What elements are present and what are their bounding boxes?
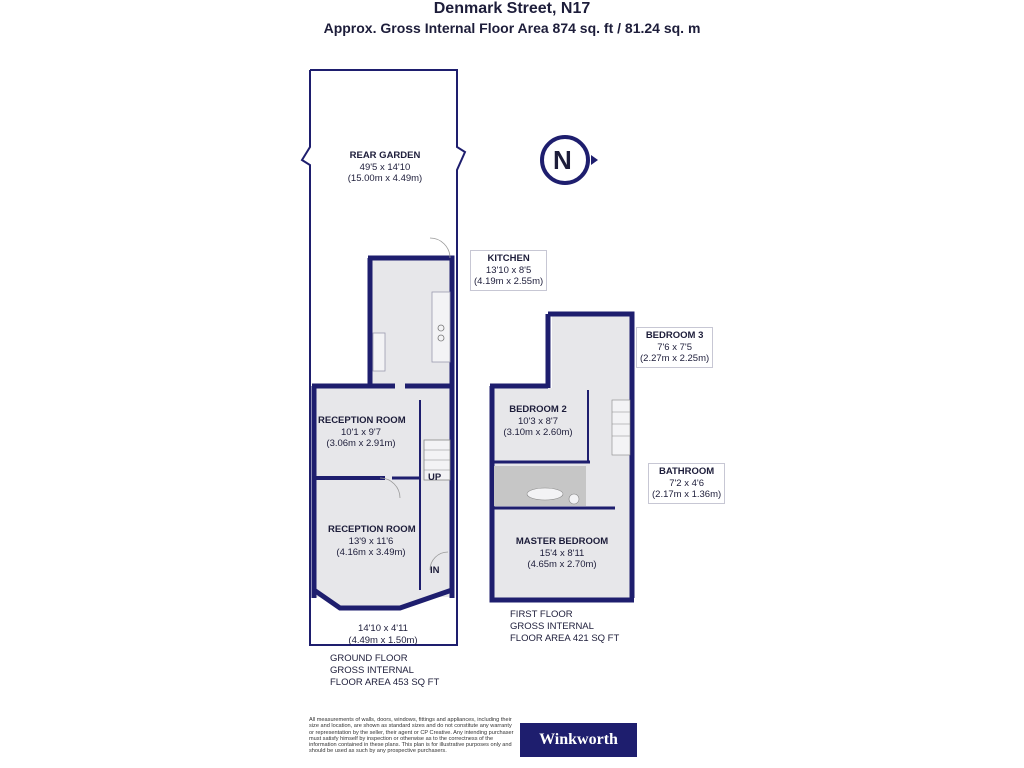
room-metric: (3.10m x 2.60m) [503,427,573,438]
caption-line: FLOOR AREA 421 SQ FT [510,633,620,644]
plan-title: Denmark Street, N17 [433,0,591,17]
disclaimer-text: All measurements of walls, doors, windows, fittings and appliances, including their size and location, are shown as standard sizes and do not constitute any warranty or representation by the seller, their agent or CP Creative. Any intending purchaser must satisfy himself by inspection or otherwise as to the correctness of the information contained in these plans. This plan is for illustrative purposes only and should be used as such by any prospective purchasers. [309,717,514,755]
caption-line: GROUND FLOOR [330,653,408,664]
room-metric: (2.17m x 1.36m) [652,489,722,500]
room-name: KITCHEN [487,253,530,264]
room-name: MASTER BEDROOM [515,536,609,547]
ground-floor-caption [330,653,439,689]
room-metric: (2.27m x 2.25m) [640,353,710,364]
kitchen-area [368,238,452,388]
room-imperial: 49'5 x 14'10 [359,161,411,173]
room-name: BATHROOM [658,466,715,477]
reception-room-1-label [318,415,404,450]
reception-room-2-label [328,524,414,559]
kitchen-label [470,250,547,291]
caption-line: GROSS INTERNAL [510,621,594,632]
floor-area-subtitle: Approx. Gross Internal Floor Area 874 sq. ft / 81.24 sq. m [323,20,701,36]
bedroom-3-label [636,327,713,368]
caption-line: GROSS INTERNAL [330,665,414,676]
master-bedroom-label [512,536,612,571]
caption-line: FLOOR AREA 453 SQ FT [330,677,440,688]
room-name: REAR GARDEN [349,150,421,161]
room-imperial: 7'2 x 4'6 [669,477,704,489]
room-imperial: 13'9 x 11'6 [348,535,394,547]
room-name: BEDROOM 2 [509,404,567,415]
bedroom-2-label [496,404,580,439]
room-metric: (4.19m x 2.55m) [474,276,544,287]
room-imperial: 15'4 x 8'11 [539,547,585,559]
room-name: BEDROOM 3 [645,330,704,341]
first-floor-caption [510,609,619,645]
room-metric: (4.16m x 3.49m) [336,547,406,558]
bathroom-label [648,463,725,504]
room-name: RECEPTION ROOM [328,524,416,535]
room-imperial: 10'1 x 9'7 [340,426,382,438]
stairs-up-marker: UP [428,472,442,483]
rear-garden-label [330,150,440,185]
room-imperial: 7'6 x 7'5 [657,341,692,353]
room-imperial: 13'10 x 8'5 [485,264,532,276]
room-metric: (4.49m x 1.50m) [348,634,418,646]
front-garden-label [338,623,428,646]
entrance-marker: IN [430,565,440,576]
caption-line: FIRST FLOOR [510,609,573,620]
room-metric: (15.00m x 4.49m) [347,173,423,184]
room-imperial: 14'10 x 4'11 [358,623,408,634]
north-letter: N [553,145,572,175]
winkworth-logo: Winkworth [520,723,637,757]
room-metric: (3.06m x 2.91m) [326,438,396,449]
room-metric: (4.65m x 2.70m) [527,559,597,570]
room-name: RECEPTION ROOM [318,415,406,426]
room-imperial: 10'3 x 8'7 [517,415,559,427]
